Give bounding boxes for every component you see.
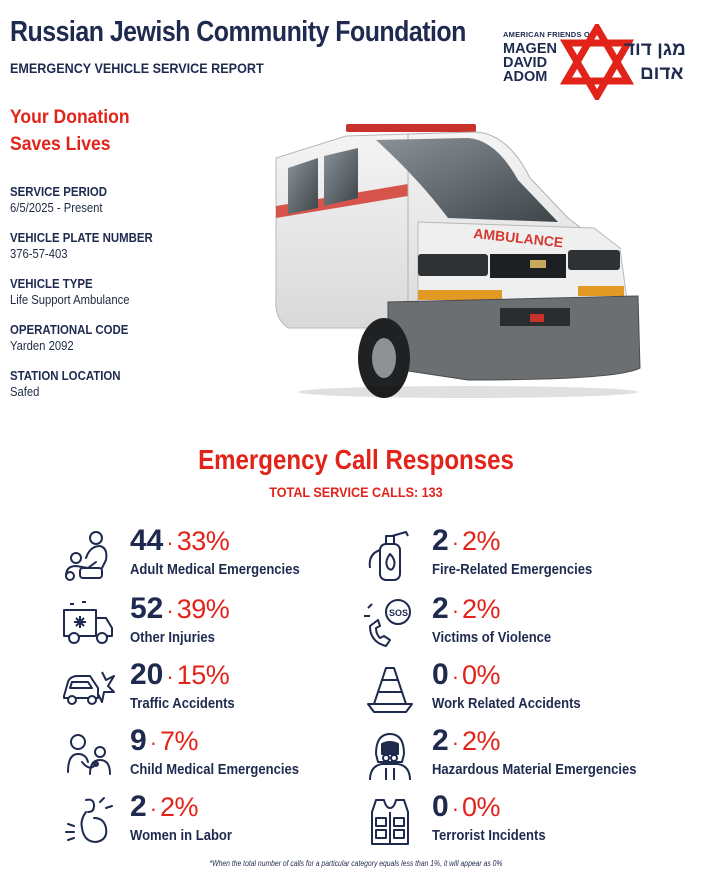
stat-percent: 0% [462, 660, 501, 690]
stat-count: 52 [130, 592, 164, 625]
stat-number-line [432, 524, 500, 558]
stat-count: 2 [432, 724, 449, 757]
footnote: *When the total number of calls for a particular category equals less than 1%, it will appear as 0% [209, 859, 503, 868]
pregnant-woman-icon [60, 794, 116, 850]
report-title: EMERGENCY VEHICLE SERVICE REPORT [10, 60, 264, 76]
info-label: VEHICLE TYPE [10, 276, 93, 291]
logo-hebrew-line2: אדום [640, 63, 684, 84]
stat-separator: · [451, 664, 460, 689]
stat-count: 20 [130, 658, 164, 691]
org-title: Russian Jewish Community Foundation [10, 16, 466, 48]
svg-text:SOS: SOS [389, 608, 409, 618]
logo-line-david: DAVID [503, 55, 548, 71]
logo-line-magen: MAGEN [503, 41, 557, 57]
donation-tagline [10, 104, 130, 158]
stat-label: Adult Medical Emergencies [130, 562, 300, 578]
stat-number-line [432, 592, 500, 626]
info-label: VEHICLE PLATE NUMBER [10, 230, 153, 245]
info-value: 376-57-403 [10, 247, 68, 261]
stat-percent: 0% [462, 792, 501, 822]
stat-percent: 39% [176, 594, 230, 624]
stat-count: 9 [130, 724, 147, 757]
total-service-calls: TOTAL SERVICE CALLS: 133 [269, 484, 443, 500]
stat-number-line [130, 524, 229, 558]
traffic-cone-icon [362, 662, 418, 718]
ambulance-icon [60, 596, 116, 652]
responses-title: Emergency Call Responses [198, 444, 514, 475]
stat-number-line [432, 724, 500, 758]
ambulance-photo [268, 118, 644, 400]
stat-label: Other Injuries [130, 630, 215, 646]
stat-separator: · [451, 598, 460, 623]
bulletproof-vest-icon [362, 794, 418, 850]
logo-hebrew-line1: מגן דוד [624, 39, 686, 60]
info-plate-number [10, 230, 210, 261]
info-vehicle-type [10, 276, 210, 307]
info-label: SERVICE PERIOD [10, 184, 108, 199]
stat-label: Victims of Violence [432, 630, 552, 646]
stat-count: 0 [432, 790, 449, 823]
adult-medical-icon [60, 528, 116, 584]
stat-label: Fire-Related Emergencies [432, 562, 593, 578]
info-operational-code [10, 322, 210, 353]
car-crash-icon [60, 662, 116, 718]
stat-number-line [130, 592, 229, 626]
stat-percent: 2% [462, 726, 501, 756]
stat-number-line [432, 658, 500, 692]
stat-separator: · [451, 796, 460, 821]
stat-label: Hazardous Material Emergencies [432, 762, 637, 778]
sos-icon [362, 596, 418, 652]
stat-count: 2 [432, 524, 449, 557]
fire-extinguisher-icon [362, 528, 418, 584]
stat-count: 2 [432, 592, 449, 625]
stat-number-line [130, 724, 198, 758]
info-value: Yarden 2092 [10, 339, 74, 353]
stat-number-line [130, 790, 198, 824]
hazmat-suit-icon [362, 728, 418, 784]
stat-count: 0 [432, 658, 449, 691]
stat-separator: · [149, 796, 158, 821]
stat-label: Women in Labor [130, 828, 232, 844]
logo-friends-text: AMERICAN FRIENDS OF [503, 30, 595, 39]
stat-percent: 15% [176, 660, 230, 690]
stat-number-line [130, 658, 229, 692]
stat-number-line [432, 790, 500, 824]
stat-label: Work Related Accidents [432, 696, 581, 712]
stat-count: 44 [130, 524, 164, 557]
stat-percent: 7% [160, 726, 199, 756]
child-medical-icon [60, 728, 116, 784]
stat-percent: 33% [176, 526, 230, 556]
info-label: OPERATIONAL CODE [10, 322, 129, 337]
stat-separator: · [149, 730, 158, 755]
mda-logo [500, 22, 705, 100]
star-of-david-icon [560, 24, 634, 100]
stat-separator: · [451, 730, 460, 755]
stat-separator: · [166, 598, 174, 623]
stat-percent: 2% [462, 594, 501, 624]
stat-separator: · [166, 530, 174, 555]
info-value: 6/5/2025 - Present [10, 201, 103, 215]
info-station-location [10, 368, 210, 399]
donation-line-1: Your Donation [10, 106, 130, 128]
stat-separator: · [451, 530, 460, 555]
stat-label: Child Medical Emergencies [130, 762, 299, 778]
donation-line-2: Saves Lives [10, 133, 111, 155]
logo-line-adom: ADOM [503, 69, 548, 85]
info-value: Life Support Ambulance [10, 293, 130, 307]
stat-separator: · [166, 664, 174, 689]
ambulance-hood-text: AMBULANCE [472, 225, 565, 251]
info-service-period [10, 184, 210, 215]
stat-label: Traffic Accidents [130, 696, 235, 712]
stat-label: Terrorist Incidents [432, 828, 546, 844]
stat-percent: 2% [462, 526, 501, 556]
info-value: Safed [10, 385, 40, 399]
stat-percent: 2% [160, 792, 199, 822]
stat-count: 2 [130, 790, 147, 823]
info-label: STATION LOCATION [10, 368, 121, 383]
